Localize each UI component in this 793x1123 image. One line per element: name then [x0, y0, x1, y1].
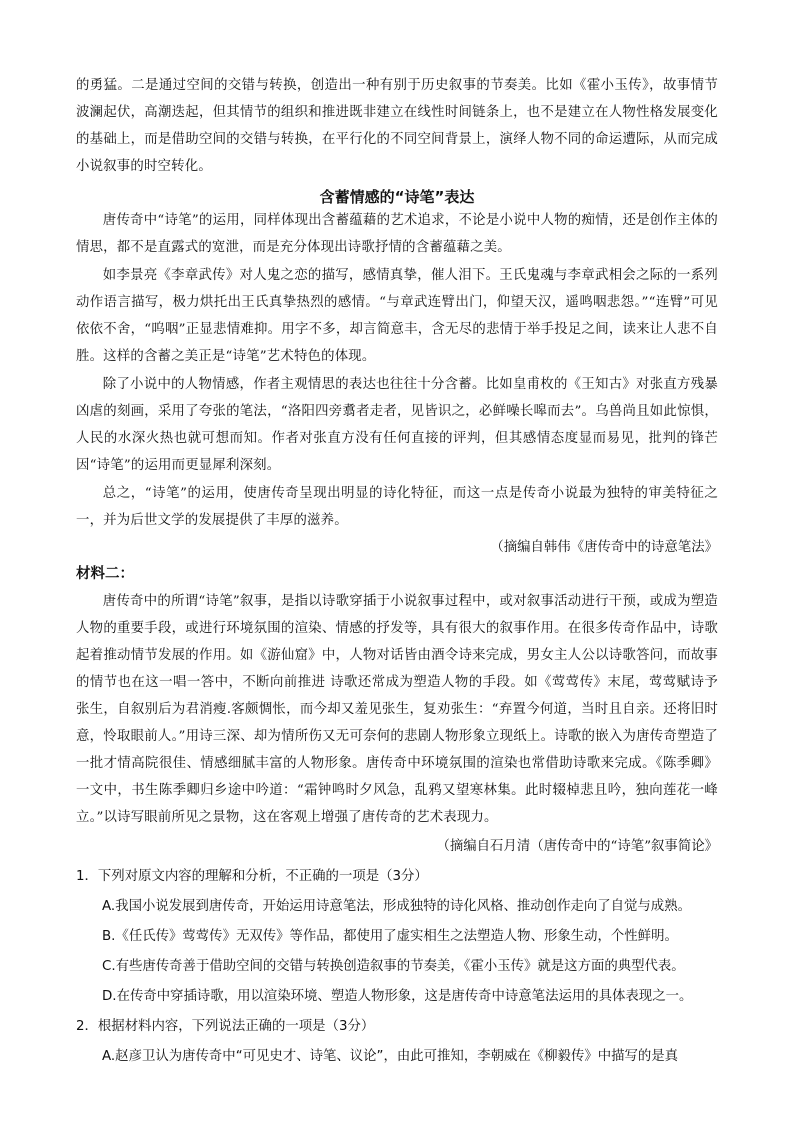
question-2-option-a: A.赵彦卫认为唐传奇中“可见史才、诗笔、议论”，由此可推知，李朝威在《柳毅传》中描写的是真: [102, 1049, 679, 1064]
paragraph-wang-zhigu: 除了小说中的人物情感，作者主观情思的表达也往往十分含蓄。比如皇甫枚的《王知古》对张直方残暴凶虐的刻画，采用了夸张的笔法，“洛阳四旁翥者走者，见皆识之，必鲜噪长嗥而去”。乌兽尚且如此惊惧，人民的水深火热也就可想而知。作者对张直方没有任何直接的评判，但其感情态度显而易见，批判的锋芒因“诗笔”的运用而更显犀利深刻。: [76, 377, 718, 473]
source-citation-1: （摘编自韩伟《唐传奇中的诗意笔法》: [490, 540, 718, 555]
paragraph-poetic-emotion-intro: 唐传奇中“诗笔”的运用，同样体现出含蓄蕴藉的艺术追求，不论是小说中人物的痴情，还是创作主体的情思，都不是直露式的宽泄，而是充分体现出诗歌抒情的含蓄蕴藉之美。: [76, 213, 718, 255]
paragraph-continuation: 的勇猛。二是通过空间的交错与转换，创造出一种有别于历史叙事的节奏美。比如《霍小玉传》，故事情节波澜起伏，高潮迭起，但其情节的组织和推进既非建立在线性时间链条上，也不是建立在人物性格发展变化的基础上，而是借助空间的交错与转换，在平行化的不同空间背景上，演绎人物不同的命运遭际，从而完成小说叙事的时空转化。: [76, 78, 718, 174]
source-citation-2: （摘编自石月清（唐传奇中的“诗笔”叙事简论》: [436, 839, 718, 854]
question-1-option-c: C.有些唐传奇善于借助空间的交错与转换创造叙事的节奏美，《霍小玉传》就是这方面的典型代表。: [102, 959, 685, 974]
question-1-stem: 1．下列对原文内容的理解和分析，不正确的一项是（3分）: [76, 869, 428, 884]
paragraph-material-two: 唐传奇中的所谓“诗笔”叙事，是指以诗歌穿插于小说叙事过程中，或对叙事活动进行干预，或成为塑造人物的重要手段，或进行环境氛围的渲染、情感的抒发等，具有很大的叙事作用。在很多传奇作品中，诗歌起着推动情节发展的作用。如《游仙窟》中，人物对话皆由酒令诗来完成，男女主人公以诗歌答问，而故事的情节也在这一唱一答中，不断向前推进 诗歌还常成为塑造人物的手段。如《莺莺传》末尾，莺莺赋诗予张生，自叙别后为君消瘦.客颇惆怅，而今却又羞见张生，复劝张生：“弃置今何道，当时且自亲。还将旧时意，怜取眼前人。”用诗三深、却为情所伤又无可奈何的悲剧人物形象立现纸上。诗歌的嵌入为唐传奇塑造了一批才情高院很佳、情感细腻丰富的人物形象。唐传奇中环境氛围的渲染也常借助诗歌来完成。《陈季卿》一文中，书生陈季卿归乡途中吟道：“霜钟鸣时夕风急，乱鸦又望寒林集。此时辍棹悲且吟，独向莲花一峰立。”以诗写眼前所见之景物，这在客观上增强了唐传奇的艺术表现力。: [76, 594, 718, 825]
section-heading: 含蓄情感的“诗笔”表达: [319, 188, 475, 206]
paragraph-summary: 总之，“诗笔”的运用，使唐传奇呈现出明显的诗化特征，而这一点是传奇小说最为独特的审美特征之一，并为后世文学的发展提供了丰厚的滋养。: [76, 486, 718, 528]
question-2-stem: 2．根据材料内容，下列说法正确的一项是（3分）: [76, 1019, 375, 1034]
question-1-option-a: A.我国小说发展到唐传奇，开始运用诗意笔法，形成独特的诗化风格、推动创作走向了自觉与成熟。: [102, 899, 691, 914]
paragraph-li-zhangwu: 如李景亮《李章武传》对人鬼之恋的描写，感情真挚，催人泪下。王氏鬼魂与李章武相会之际的一系列动作语言描写，极力烘托出王氏真挚热烈的感情。“与章武连臂出门，仰望天汉，遥鸣咽悲怨。”“连臂”可见依依不舍，“呜咽”正显悲情难抑。用字不多，却言简意丰，含无尽的悲情于举手投足之间，读来让人悲不自胜。这样的含蓄之美正是“诗笔”艺术特色的体现。: [76, 268, 718, 364]
material-two-label: 材料二：: [76, 566, 134, 582]
question-1-option-d: D.在传奇中穿插诗歌，用以渲染环境、塑造人物形象，这是唐传奇中诗意笔法运用的具体表现之一。: [102, 989, 693, 1004]
question-1-option-b: B.《任氏传》莺莺传》无双传》等作品，都使用了虚实相生之法塑造人物、形象生动，个性鲜明。: [102, 929, 678, 944]
